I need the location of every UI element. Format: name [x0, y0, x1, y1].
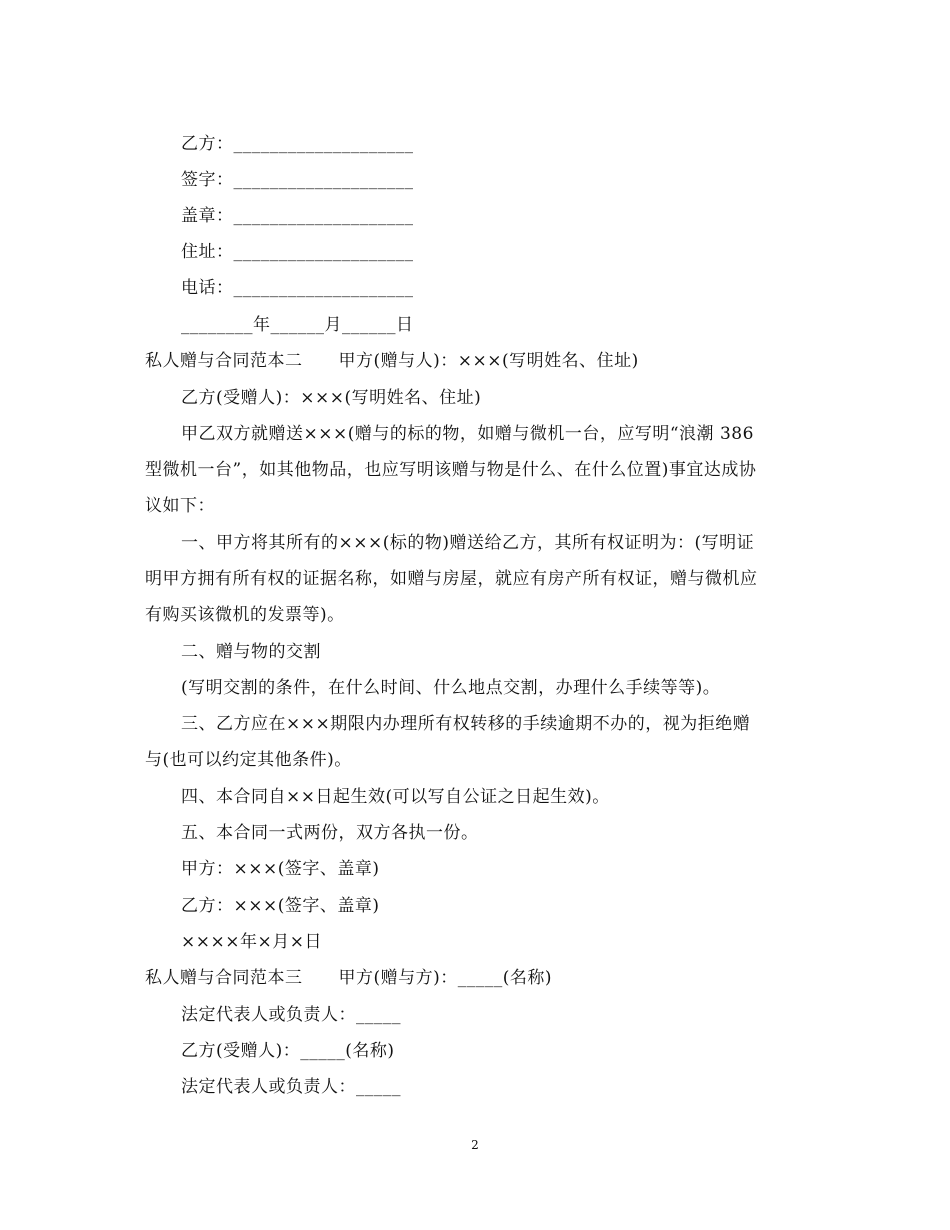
sign-field-address	[181, 240, 414, 264]
year-label: 年	[253, 315, 271, 335]
sample2-title: 私人赠与合同范本二	[145, 351, 303, 371]
field-blank: ____________________	[233, 242, 414, 262]
month-label: 月	[324, 315, 342, 335]
sample2-para1-line1: 甲乙双方就赠送×××(赠与的标的物，如赠与微机一台，应写明“浪潮 386	[181, 424, 754, 444]
field-label: 电话：	[181, 278, 234, 298]
day-blank: ______	[342, 315, 396, 335]
field-blank: ____________________	[233, 170, 414, 190]
sample2-para1-line2: 型微机一台”，如其他物品，也应写明该赠与物是什么、在什么位置)事宜达成协	[145, 460, 757, 480]
field-blank: ____________________	[233, 278, 414, 298]
sample2-party-a: 甲方(赠与人)：×××(写明姓名、住址)	[338, 351, 639, 371]
sample2-date: ××××年×月×日	[181, 932, 322, 952]
month-blank: ______	[270, 315, 325, 335]
page-number: 2	[471, 1138, 479, 1152]
sample3-party-a: 甲方(赠与方)：_____(名称)	[338, 968, 553, 988]
field-label: 住址：	[181, 242, 234, 262]
sample2-art3-line2: 与(也可以约定其他条件)。	[145, 750, 352, 770]
sample2-art3-line1: 三、乙方应在×××期限内办理所有权转移的手续逾期不办的，视为拒绝赠	[181, 714, 751, 734]
sample3-rep-a: 法定代表人或负责人：_____	[181, 1005, 401, 1025]
field-label: 签字：	[181, 170, 234, 190]
sample3-heading-line	[145, 966, 552, 990]
sign-field-party-b	[181, 132, 414, 156]
sign-field-seal	[181, 204, 414, 228]
sample2-art5: 五、本合同一式两份，双方各执一份。	[181, 823, 479, 843]
year-blank: ________	[181, 315, 253, 335]
day-label: 日	[396, 315, 414, 335]
sample3-party-b: 乙方(受赠人)：_____(名称)	[181, 1041, 395, 1061]
sample2-art2-note: (写明交割的条件，在什么时间、什么地点交割，办理什么手续等等)。	[181, 678, 721, 698]
field-label: 盖章：	[181, 206, 234, 226]
field-blank: ____________________	[233, 134, 414, 154]
sample2-sign-b: 乙方：×××(签字、盖章)	[181, 896, 380, 916]
sample2-art2: 二、赠与物的交割	[181, 642, 321, 662]
sample3-title: 私人赠与合同范本三	[145, 968, 303, 988]
sign-field-phone	[181, 276, 414, 300]
sample2-art1-line1: 一、甲方将其所有的×××(标的物)赠送给乙方，其所有权证明为：(写明证	[181, 533, 755, 553]
sign-field-signature	[181, 168, 414, 192]
sample2-art1-line2: 明甲方拥有所有权的证据名称，如赠与房屋，就应有房产所有权证，赠与微机应	[145, 569, 758, 589]
sample3-rep-b: 法定代表人或负责人：_____	[181, 1077, 401, 1097]
field-blank: ____________________	[233, 206, 414, 226]
date-line	[181, 313, 414, 337]
sample2-sign-a: 甲方：×××(签字、盖章)	[181, 859, 380, 879]
sample2-art1-line3: 有购买该微机的发票等)。	[145, 605, 345, 625]
field-label: 乙方：	[181, 134, 234, 154]
sample2-para1-line3: 议如下：	[145, 496, 215, 516]
sample2-art4: 四、本合同自××日起生效(可以写自公证之日起生效)。	[181, 787, 610, 807]
sample2-party-b: 乙方(受赠人)：×××(写明姓名、住址)	[181, 388, 482, 408]
sample2-heading-line	[145, 349, 639, 373]
